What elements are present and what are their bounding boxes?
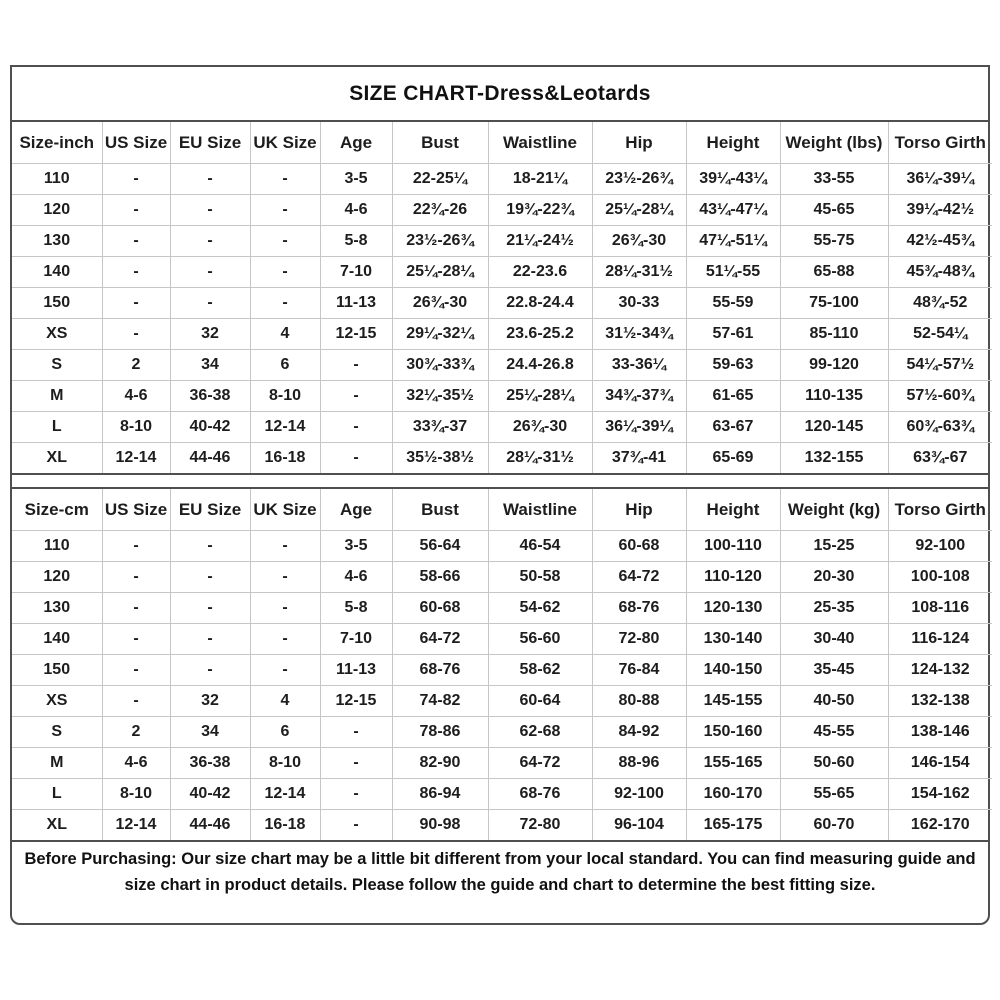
table-cell: 19¾-22¾ <box>488 195 592 226</box>
table-cell: 58-66 <box>392 562 488 593</box>
table-cell: 150 <box>12 655 102 686</box>
table-cell: 48¾-52 <box>888 288 992 319</box>
column-header: Torso Girth <box>888 489 992 531</box>
table-cell: 12-14 <box>250 412 320 443</box>
table-cell: - <box>170 164 250 195</box>
table-cell: 146-154 <box>888 748 992 779</box>
table-cell: 16-18 <box>250 810 320 841</box>
table-cell: - <box>170 226 250 257</box>
table-cell: 26¾-30 <box>592 226 686 257</box>
table-cell: 33-55 <box>780 164 888 195</box>
table-cell: 23.6-25.2 <box>488 319 592 350</box>
table-cell: 16-18 <box>250 443 320 474</box>
table-row <box>12 655 992 686</box>
table-cell: 4-6 <box>102 748 170 779</box>
table-cell: - <box>320 779 392 810</box>
table-cell: 145-155 <box>686 686 780 717</box>
table-cell: - <box>250 257 320 288</box>
table-cell: 99-120 <box>780 350 888 381</box>
table-cell: 120-145 <box>780 412 888 443</box>
table-cell: XS <box>12 319 102 350</box>
table-cell: 39¼-42½ <box>888 195 992 226</box>
table-cell: 65-69 <box>686 443 780 474</box>
table-cell: 96-104 <box>592 810 686 841</box>
table-cell: 11-13 <box>320 288 392 319</box>
table-cell: 84-92 <box>592 717 686 748</box>
table-cell: 60-70 <box>780 810 888 841</box>
table-cell: 68-76 <box>392 655 488 686</box>
table-cell: 34¾-37¾ <box>592 381 686 412</box>
table-cell: 57-61 <box>686 319 780 350</box>
table-cell: 56-60 <box>488 624 592 655</box>
column-header: Waistline <box>488 489 592 531</box>
table-cell: 64-72 <box>592 562 686 593</box>
table-cell: - <box>102 686 170 717</box>
table-cell: 40-50 <box>780 686 888 717</box>
table-cell: 51¼-55 <box>686 257 780 288</box>
column-header: EU Size <box>170 122 250 164</box>
table-cell: - <box>320 748 392 779</box>
table-cell: XL <box>12 443 102 474</box>
table-cell: 56-64 <box>392 531 488 562</box>
table-cell: 35-45 <box>780 655 888 686</box>
table-cell: 25¼-28¼ <box>392 257 488 288</box>
table-row <box>12 226 992 257</box>
table-cell: 37¾-41 <box>592 443 686 474</box>
table-cell: 5-8 <box>320 226 392 257</box>
table-cell: 58-62 <box>488 655 592 686</box>
table-cell: 40-42 <box>170 779 250 810</box>
table-cell: 160-170 <box>686 779 780 810</box>
table-cell: 162-170 <box>888 810 992 841</box>
table-cell: 32¼-35½ <box>392 381 488 412</box>
table-row <box>12 319 992 350</box>
table-cell: 62-68 <box>488 717 592 748</box>
table-cell: 110 <box>12 164 102 195</box>
column-header: EU Size <box>170 489 250 531</box>
table-cell: 8-10 <box>250 381 320 412</box>
table-cell: - <box>102 226 170 257</box>
table-cell: 165-175 <box>686 810 780 841</box>
table-cell: 4 <box>250 319 320 350</box>
table-cell: 4 <box>250 686 320 717</box>
table-cell: 140 <box>12 257 102 288</box>
table-cell: 132-155 <box>780 443 888 474</box>
table-cell: 60-68 <box>392 593 488 624</box>
table-cell: 25¼-28¼ <box>592 195 686 226</box>
table-cell: 130 <box>12 593 102 624</box>
header-row <box>12 122 992 164</box>
table-cell: 110 <box>12 531 102 562</box>
table-row <box>12 810 992 841</box>
table-cell: 32 <box>170 686 250 717</box>
table-cell: 132-138 <box>888 686 992 717</box>
table-row <box>12 562 992 593</box>
table-cell: 64-72 <box>392 624 488 655</box>
table-cell: 57½-60¾ <box>888 381 992 412</box>
table-cell: 55-65 <box>780 779 888 810</box>
table-cell: - <box>320 381 392 412</box>
table-row <box>12 164 992 195</box>
table-cell: 50-60 <box>780 748 888 779</box>
table-cell: 88-96 <box>592 748 686 779</box>
column-header: Height <box>686 122 780 164</box>
table-cell: 8-10 <box>102 412 170 443</box>
table-cell: - <box>102 593 170 624</box>
table-cell: 43¼-47¼ <box>686 195 780 226</box>
table-cell: 26¾-30 <box>392 288 488 319</box>
table-cell: 47¼-51¼ <box>686 226 780 257</box>
table-cell: - <box>170 257 250 288</box>
table-cell: 23½-26¾ <box>392 226 488 257</box>
table-cell: 59-63 <box>686 350 780 381</box>
table-cell: 75-100 <box>780 288 888 319</box>
table-cell: - <box>250 288 320 319</box>
table-cell: 6 <box>250 717 320 748</box>
table-cell: 78-86 <box>392 717 488 748</box>
table-cell: 7-10 <box>320 624 392 655</box>
table-row <box>12 257 992 288</box>
column-header: US Size <box>102 122 170 164</box>
table-cell: 110-120 <box>686 562 780 593</box>
table-cell: 116-124 <box>888 624 992 655</box>
table-cell: 28¼-31½ <box>488 443 592 474</box>
table-cell: 40-42 <box>170 412 250 443</box>
column-header: US Size <box>102 489 170 531</box>
table-row <box>12 195 992 226</box>
table-cell: 65-88 <box>780 257 888 288</box>
table-cell: 130-140 <box>686 624 780 655</box>
column-header: UK Size <box>250 489 320 531</box>
table-cell: - <box>250 593 320 624</box>
table-cell: - <box>170 531 250 562</box>
table-cell: XL <box>12 810 102 841</box>
table-cell: 140 <box>12 624 102 655</box>
table-cell: - <box>250 195 320 226</box>
table-cell: 2 <box>102 717 170 748</box>
table-cell: 33-36¼ <box>592 350 686 381</box>
page-title: SIZE CHART-Dress&Leotards <box>349 81 651 105</box>
table-cell: 33¾-37 <box>392 412 488 443</box>
table-cell: 100-108 <box>888 562 992 593</box>
table-cell: - <box>250 531 320 562</box>
table-cell: - <box>102 655 170 686</box>
table-cell: S <box>12 350 102 381</box>
column-header: Bust <box>392 122 488 164</box>
table-cell: M <box>12 381 102 412</box>
table-cell: 72-80 <box>592 624 686 655</box>
table-cell: 12-14 <box>102 810 170 841</box>
column-header: Waistline <box>488 122 592 164</box>
table-cell: 44-46 <box>170 443 250 474</box>
title-bar <box>12 67 988 122</box>
table-cell: 45¾-48¾ <box>888 257 992 288</box>
table-cell: 92-100 <box>592 779 686 810</box>
table-cell: 90-98 <box>392 810 488 841</box>
table-cell: 60-64 <box>488 686 592 717</box>
table-row <box>12 624 992 655</box>
table-cell: - <box>102 164 170 195</box>
table-cell: 60¾-63¾ <box>888 412 992 443</box>
table-cell: 26¾-30 <box>488 412 592 443</box>
table-cell: - <box>102 257 170 288</box>
column-header: Size-inch <box>12 122 102 164</box>
table-cell: 68-76 <box>592 593 686 624</box>
table-cell: 4-6 <box>320 562 392 593</box>
table-cell: 45-65 <box>780 195 888 226</box>
column-header: Weight (lbs) <box>780 122 888 164</box>
table-cell: 2 <box>102 350 170 381</box>
table-cell: 22-25¼ <box>392 164 488 195</box>
table-row <box>12 443 992 474</box>
table-cell: 55-75 <box>780 226 888 257</box>
table-row <box>12 350 992 381</box>
table-cell: 11-13 <box>320 655 392 686</box>
table-cell: 64-72 <box>488 748 592 779</box>
table-cell: 100-110 <box>686 531 780 562</box>
table-cell: 4-6 <box>102 381 170 412</box>
table-row <box>12 288 992 319</box>
column-header: Weight (kg) <box>780 489 888 531</box>
table-cell: - <box>320 412 392 443</box>
table-cell: - <box>250 562 320 593</box>
table-cell: S <box>12 717 102 748</box>
table-cell: 34 <box>170 350 250 381</box>
header-row <box>12 489 992 531</box>
table-cell: M <box>12 748 102 779</box>
table-cell: 20-30 <box>780 562 888 593</box>
table-cell: 22-23.6 <box>488 257 592 288</box>
table-cell: 63-67 <box>686 412 780 443</box>
column-header: Hip <box>592 489 686 531</box>
table-cell: 28¼-31½ <box>592 257 686 288</box>
table-cell: - <box>320 443 392 474</box>
table-cell: 46-54 <box>488 531 592 562</box>
table-cell: 154-162 <box>888 779 992 810</box>
table-cell: 150-160 <box>686 717 780 748</box>
table-cell: 63¾-67 <box>888 443 992 474</box>
table-cell: 36¼-39¼ <box>592 412 686 443</box>
table-cell: 15-25 <box>780 531 888 562</box>
column-header: Torso Girth <box>888 122 992 164</box>
table-cell: 32 <box>170 319 250 350</box>
table-cell: 36-38 <box>170 748 250 779</box>
table-cell: 29¼-32¼ <box>392 319 488 350</box>
table-cell: 85-110 <box>780 319 888 350</box>
column-header: Age <box>320 122 392 164</box>
table-cell: - <box>170 288 250 319</box>
table-cell: 68-76 <box>488 779 592 810</box>
table-cell: - <box>170 624 250 655</box>
table-cell: 6 <box>250 350 320 381</box>
table-cell: 30-33 <box>592 288 686 319</box>
table-cell: 12-14 <box>102 443 170 474</box>
column-header: UK Size <box>250 122 320 164</box>
table-cell: - <box>102 319 170 350</box>
table-cell: 34 <box>170 717 250 748</box>
table-cell: 25¼-28¼ <box>488 381 592 412</box>
table-cell: - <box>102 531 170 562</box>
table-cell: - <box>250 226 320 257</box>
table-cell: 124-132 <box>888 655 992 686</box>
table-cell: 120 <box>12 562 102 593</box>
table-cell: 42½-45¾ <box>888 226 992 257</box>
table-cell: - <box>102 288 170 319</box>
table-cell: 72-80 <box>488 810 592 841</box>
table-cell: 110-135 <box>780 381 888 412</box>
table-cell: 60-68 <box>592 531 686 562</box>
table-cell: 138-146 <box>888 717 992 748</box>
table-cell: 150 <box>12 288 102 319</box>
column-header: Size-cm <box>12 489 102 531</box>
purchase-note: Before Purchasing: Our size chart may be a little bit different from your local standard. You can find measuring guide and size chart in product details. Please follow the guide and chart to determine the best fitting size. <box>12 840 988 904</box>
size-table-inch <box>12 122 992 473</box>
table-cell: 5-8 <box>320 593 392 624</box>
table-cell: 120-130 <box>686 593 780 624</box>
table-cell: 8-10 <box>102 779 170 810</box>
table-cell: 22¾-26 <box>392 195 488 226</box>
column-header: Age <box>320 489 392 531</box>
table-cell: 12-14 <box>250 779 320 810</box>
table-cell: - <box>250 624 320 655</box>
table-cell: 50-58 <box>488 562 592 593</box>
table-cell: 3-5 <box>320 531 392 562</box>
table-cell: 140-150 <box>686 655 780 686</box>
table-cell: 36-38 <box>170 381 250 412</box>
table-row <box>12 593 992 624</box>
table-cell: - <box>102 624 170 655</box>
table-cell: 80-88 <box>592 686 686 717</box>
table-cell: 30¾-33¾ <box>392 350 488 381</box>
column-header: Bust <box>392 489 488 531</box>
table-cell: 30-40 <box>780 624 888 655</box>
table-cell: - <box>320 717 392 748</box>
table-cell: 55-59 <box>686 288 780 319</box>
table-cell: 45-55 <box>780 717 888 748</box>
table-cell: 54¼-57½ <box>888 350 992 381</box>
table-divider <box>12 473 988 489</box>
table-cell: - <box>170 655 250 686</box>
table-cell: 61-65 <box>686 381 780 412</box>
table-cell: - <box>250 164 320 195</box>
table-cell: - <box>102 562 170 593</box>
table-row <box>12 531 992 562</box>
table-cell: 120 <box>12 195 102 226</box>
table-row <box>12 717 992 748</box>
table-cell: 23½-26¾ <box>592 164 686 195</box>
table-cell: - <box>320 810 392 841</box>
table-cell: 12-15 <box>320 686 392 717</box>
table-cell: 3-5 <box>320 164 392 195</box>
table-cell: 25-35 <box>780 593 888 624</box>
table-cell: 74-82 <box>392 686 488 717</box>
table-row <box>12 748 992 779</box>
table-cell: 108-116 <box>888 593 992 624</box>
table-cell: 39¼-43¼ <box>686 164 780 195</box>
table-cell: 35½-38½ <box>392 443 488 474</box>
table-cell: - <box>102 195 170 226</box>
table-cell: 54-62 <box>488 593 592 624</box>
table-cell: 86-94 <box>392 779 488 810</box>
table-cell: 7-10 <box>320 257 392 288</box>
table-cell: 31½-34¾ <box>592 319 686 350</box>
table-cell: L <box>12 779 102 810</box>
table-cell: - <box>170 562 250 593</box>
table-cell: 18-21¼ <box>488 164 592 195</box>
size-chart-sheet <box>10 65 990 925</box>
table-cell: XS <box>12 686 102 717</box>
table-cell: L <box>12 412 102 443</box>
table-cell: - <box>170 593 250 624</box>
column-header: Height <box>686 489 780 531</box>
table-cell: - <box>250 655 320 686</box>
table-cell: 52-54¼ <box>888 319 992 350</box>
table-cell: 12-15 <box>320 319 392 350</box>
table-cell: 82-90 <box>392 748 488 779</box>
size-table-cm <box>12 489 992 840</box>
table-cell: 92-100 <box>888 531 992 562</box>
table-cell: 24.4-26.8 <box>488 350 592 381</box>
table-cell: - <box>320 350 392 381</box>
table-cell: 36¼-39¼ <box>888 164 992 195</box>
table-cell: - <box>170 195 250 226</box>
table-cell: 130 <box>12 226 102 257</box>
table-row <box>12 686 992 717</box>
column-header: Hip <box>592 122 686 164</box>
table-cell: 44-46 <box>170 810 250 841</box>
table-cell: 22.8-24.4 <box>488 288 592 319</box>
table-row <box>12 779 992 810</box>
table-cell: 8-10 <box>250 748 320 779</box>
table-cell: 76-84 <box>592 655 686 686</box>
table-cell: 4-6 <box>320 195 392 226</box>
table-row <box>12 381 992 412</box>
table-row <box>12 412 992 443</box>
table-cell: 21¼-24½ <box>488 226 592 257</box>
table-cell: 155-165 <box>686 748 780 779</box>
